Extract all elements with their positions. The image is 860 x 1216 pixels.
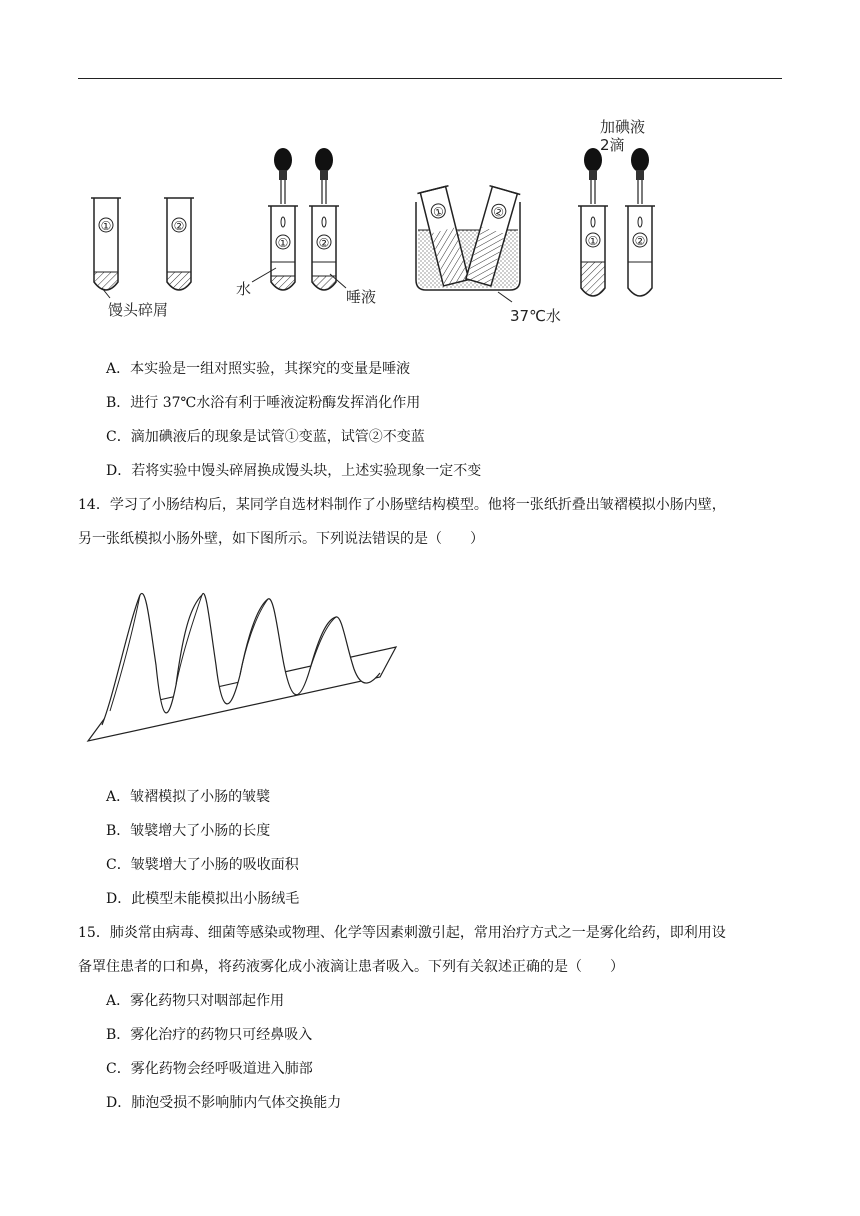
saliva-label: 唾液 bbox=[346, 288, 377, 306]
iodine-drops-label: 2滴 bbox=[600, 136, 625, 154]
q13-option-a: A．本实验是一组对照实验，其探究的变量是唾液 bbox=[106, 361, 411, 377]
water-bath bbox=[416, 186, 520, 290]
step1-tube-2 bbox=[164, 198, 194, 290]
q15-stem-line-2: 备罩住患者的口和鼻，将药液雾化成小液滴让患者吸入。下列有关叙述正确的是（ ） bbox=[78, 959, 624, 975]
tube-number-label: ② bbox=[318, 236, 330, 250]
step2-tube-1 bbox=[268, 148, 298, 290]
step4-tube-2 bbox=[625, 148, 655, 296]
iodine-label: 加碘液 bbox=[600, 118, 646, 136]
tube-number-label: ① bbox=[431, 203, 446, 221]
tube-number-label: ② bbox=[173, 219, 185, 233]
step4-tube-1 bbox=[578, 148, 608, 296]
water-label: 水 bbox=[236, 280, 252, 298]
q13-option-d: D．若将实验中馒头碎屑换成馒头块，上述实验现象一定不变 bbox=[106, 463, 482, 479]
header-rule bbox=[78, 78, 782, 79]
q13-option-c: C．滴加碘液后的现象是试管①变蓝，试管②不变蓝 bbox=[106, 429, 425, 445]
q14-option-d: D．此模型未能模拟出小肠绒毛 bbox=[106, 891, 300, 907]
q15-option-d: D．肺泡受损不影响肺内气体交换能力 bbox=[106, 1095, 342, 1111]
q14-option-a: A．皱褶模拟了小肠的皱襞 bbox=[106, 789, 271, 805]
q15-option-a: A．雾化药物只对咽部起作用 bbox=[106, 993, 285, 1009]
q14-option-c: C．皱襞增大了小肠的吸收面积 bbox=[106, 857, 299, 873]
q14-stem-line-1: 14．学习了小肠结构后，某同学自选材料制作了小肠壁结构模型。他将一张纸折叠出皱褶模拟小肠内壁， bbox=[78, 497, 726, 513]
step2-tube-2 bbox=[309, 148, 339, 290]
tube-number-label: ② bbox=[634, 234, 646, 248]
digestion-experiment-figure bbox=[80, 112, 680, 332]
tube-number-label: ② bbox=[491, 203, 506, 221]
tube-number-label: ① bbox=[277, 236, 289, 250]
tube-number-label: ① bbox=[587, 234, 599, 248]
step1-tube-1 bbox=[91, 198, 121, 290]
bread-crumbs-label: 馒头碎屑 bbox=[108, 301, 169, 319]
tube-number-label: ① bbox=[100, 219, 112, 233]
q15-option-c: C．雾化药物会经呼吸道进入肺部 bbox=[106, 1061, 313, 1077]
q15-stem-line-1: 15．肺炎常由病毒、细菌等感染或物理、化学等因素刺激引起，常用治疗方式之一是雾化给药，即利用设 bbox=[78, 925, 726, 941]
q14-stem-line-2: 另一张纸模拟小肠外壁，如下图所示。下列说法错误的是（ ） bbox=[78, 531, 484, 547]
intestine-wall-model-figure bbox=[80, 585, 410, 750]
q13-option-b: B．进行 37℃水浴有利于唾液淀粉酶发挥消化作用 bbox=[106, 395, 421, 411]
q15-option-b: B．雾化治疗的药物只可经鼻吸入 bbox=[106, 1027, 313, 1043]
q14-option-b: B．皱襞增大了小肠的长度 bbox=[106, 823, 271, 839]
water-bath-temperature-label: 37℃水 bbox=[510, 307, 561, 325]
